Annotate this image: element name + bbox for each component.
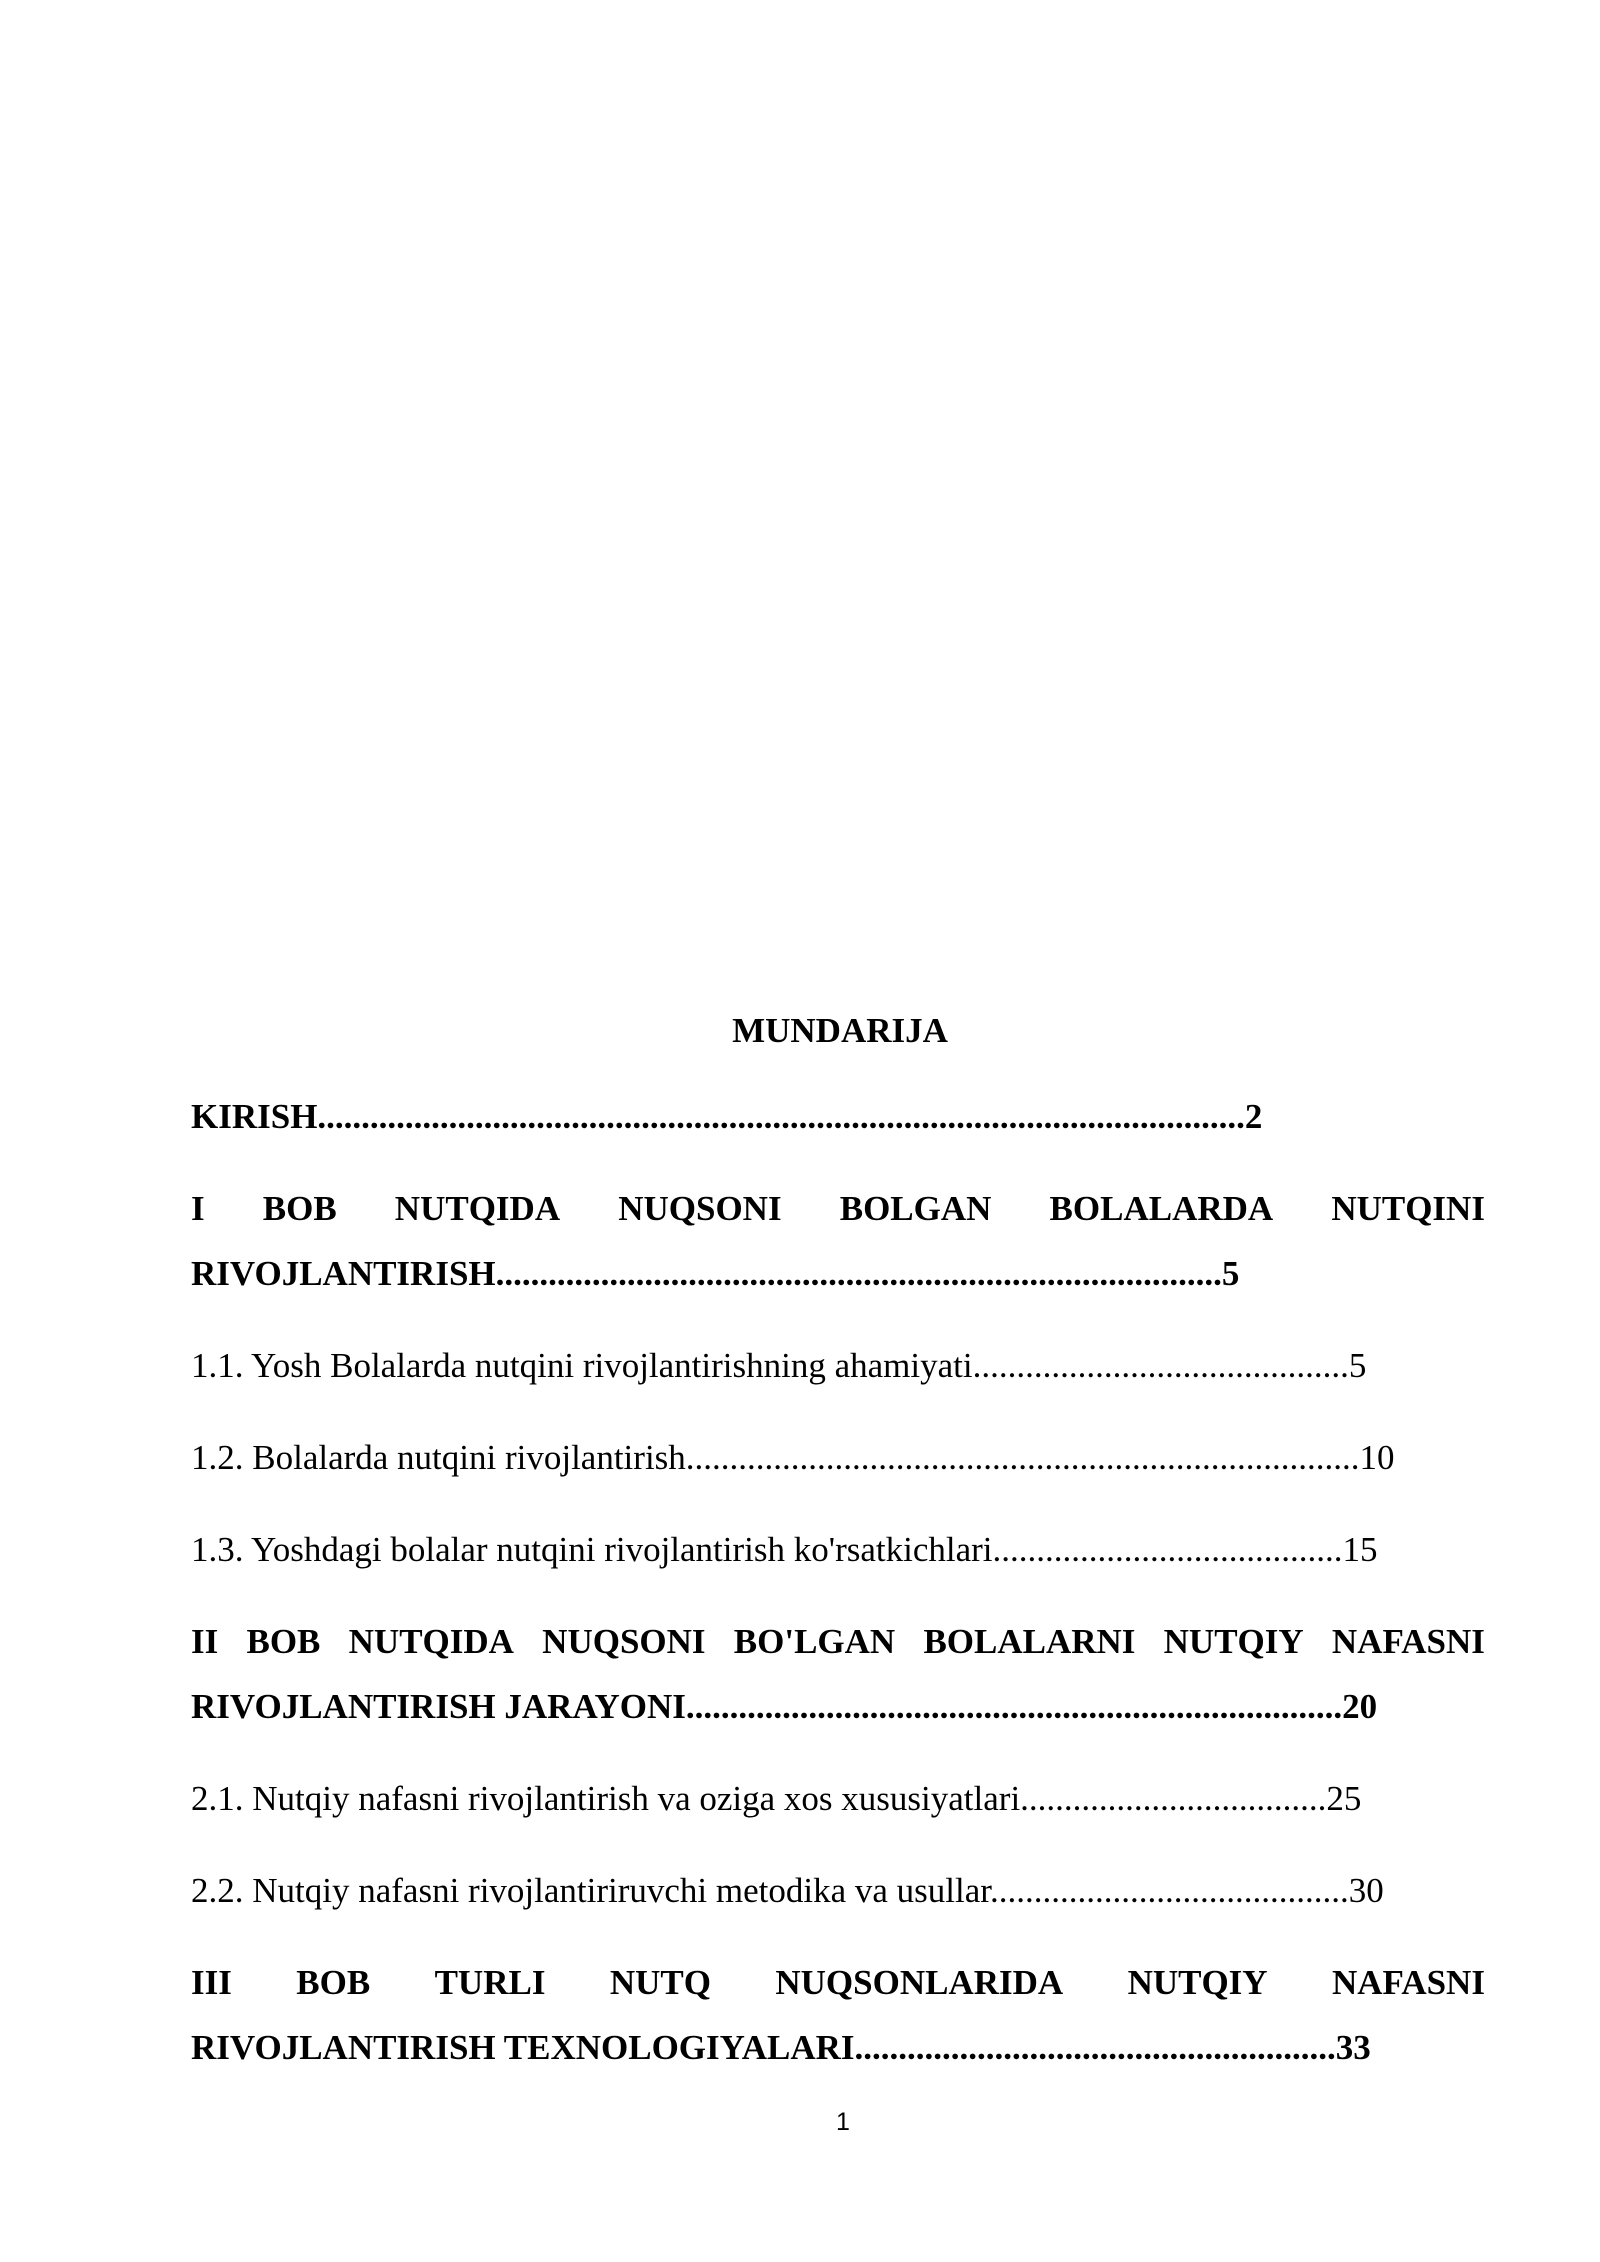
toc-entry-bob3-line1	[191, 1954, 1485, 2012]
toc-word: II	[191, 1622, 219, 1661]
toc-word: I	[191, 1189, 205, 1228]
toc-word: BOLGAN	[839, 1189, 992, 1228]
toc-entry-kirish: KIRISH..........................................................................................................2	[191, 1097, 1263, 1136]
toc-word: NUQSONLARIDA	[775, 1963, 1064, 2002]
toc-entry-2-2: 2.2. Nutqiy nafasni rivojlantiriruvchi metodika va usullar.........................................30	[191, 1871, 1384, 1910]
toc-word: NUTQINI	[1331, 1189, 1485, 1228]
toc-word: NUTQIY	[1127, 1963, 1268, 2002]
toc-title: MUNDARIJA	[732, 1011, 948, 1050]
toc-entry-bob2-line1	[191, 1613, 1485, 1671]
toc-entry-2-1: 2.1. Nutqiy nafasni rivojlantirish va oziga xos xususiyatlari...................................25	[191, 1779, 1362, 1818]
toc-word: NAFASNI	[1331, 1622, 1485, 1661]
toc-word: BOLALARDA	[1049, 1189, 1274, 1228]
toc-entry-1-2: 1.2. Bolalarda nutqini rivojlantirish.............................................................................10	[191, 1438, 1395, 1477]
toc-word: BOB	[246, 1622, 321, 1661]
toc-word: NUQSONI	[618, 1189, 782, 1228]
toc-entry-1-3: 1.3. Yoshdagi bolalar nutqini rivojlantirish ko'rsatkichlari........................................15	[191, 1530, 1378, 1569]
toc-word: NUTQIDA	[394, 1189, 561, 1228]
toc-entry-bob3-line2: RIVOJLANTIRISH TEXNOLOGIYALARI.......................................................33	[191, 2028, 1371, 2067]
toc-word: NUTQIDA	[348, 1622, 514, 1661]
toc-word: TURLI	[434, 1963, 546, 2002]
toc-word: NUQSONI	[542, 1622, 706, 1661]
toc-entry-bob2-line2: RIVOJLANTIRISH JARAYONI...........................................................................20	[191, 1687, 1378, 1726]
toc-word: III	[191, 1963, 232, 2002]
toc-word: BO'LGAN	[733, 1622, 896, 1661]
toc-word: BOLALARNI	[923, 1622, 1136, 1661]
toc-entry-1-1: 1.1. Yosh Bolalarda nutqini rivojlantirishning ahamiyati...........................................5	[191, 1346, 1367, 1385]
toc-word: NUTQ	[609, 1963, 711, 2002]
page-number: 1	[836, 2108, 850, 2136]
toc-entry-bob1-line2: RIVOJLANTIRISH...................................................................................5	[191, 1254, 1240, 1293]
toc-entry-bob1-line1	[191, 1180, 1485, 1238]
toc-word: BOB	[262, 1189, 337, 1228]
toc-word: BOB	[296, 1963, 371, 2002]
toc-word: NUTQIY	[1163, 1622, 1304, 1661]
toc-word: NAFASNI	[1331, 1963, 1485, 2002]
